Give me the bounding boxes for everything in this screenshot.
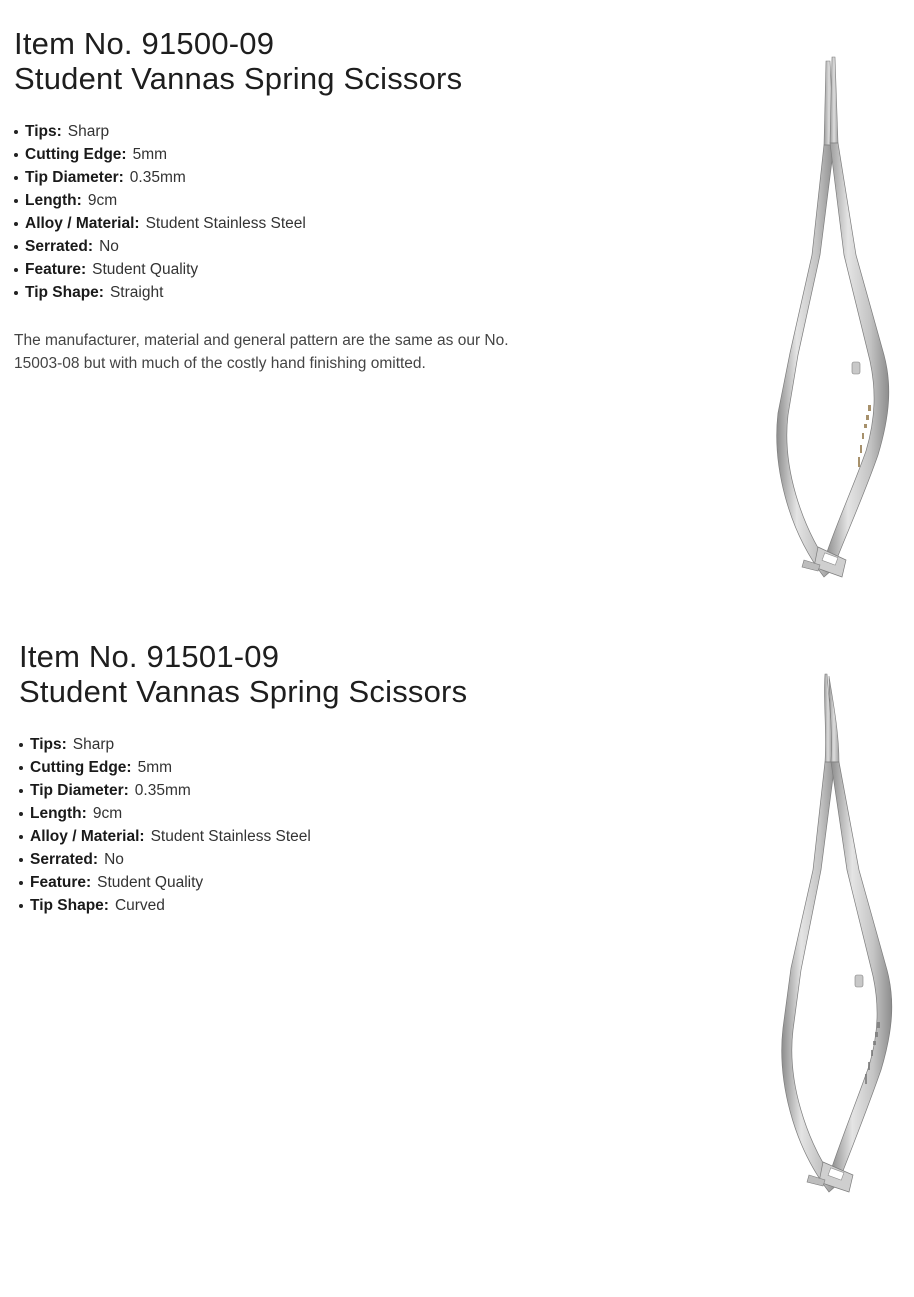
vannas-scissors-curved-image [765,670,905,1205]
spec-value: 9cm [87,192,118,209]
spec-value: Straight [109,284,164,301]
spec-key: Serrated: [30,851,99,868]
product-name: Student Vannas Spring Scissors [19,674,468,709]
spec-value: 5mm [137,759,173,776]
spec-value: Student Stainless Steel [150,828,311,845]
spec-item [19,802,311,825]
spec-value: Student Stainless Steel [145,215,306,232]
spec-item [19,848,311,871]
spec-value: 9cm [92,805,123,822]
spec-item [19,779,311,802]
spec-item [14,143,306,166]
product-card-91500-09 [0,0,914,612]
spec-value: 0.35mm [129,169,186,186]
spec-item [14,166,306,189]
spec-value: No [104,851,124,868]
spec-key: Tip Diameter: [25,169,124,186]
spec-item [19,871,311,894]
product-card-91501-09 [0,612,914,1272]
spec-value: No [99,238,119,255]
spec-value: 5mm [132,146,168,163]
spec-value: Student Quality [92,261,199,278]
spec-key: Tips: [30,736,67,753]
spec-item [19,825,311,848]
spec-value: Student Quality [97,874,204,891]
spec-key: Tip Diameter: [30,782,129,799]
spec-item [14,189,306,212]
spec-key: Tips: [25,123,62,140]
product-title [14,26,462,96]
spec-item [14,258,306,281]
spec-item [19,733,311,756]
spec-key: Feature: [25,261,87,278]
spec-key: Cutting Edge: [25,146,127,163]
spec-key: Tip Shape: [30,897,109,914]
item-number: Item No. 91500-09 [14,26,275,61]
spec-item [19,756,311,779]
spec-key: Alloy / Material: [25,215,140,232]
spec-item [14,235,306,258]
item-number: Item No. 91501-09 [19,639,280,674]
spec-item [14,281,306,304]
product-title [19,639,467,709]
spec-value: Curved [114,897,165,914]
spec-item [14,120,306,143]
spec-key: Length: [25,192,82,209]
spec-key: Length: [30,805,87,822]
spec-key: Alloy / Material: [30,828,145,845]
product-name: Student Vannas Spring Scissors [14,61,463,96]
spec-key: Feature: [30,874,92,891]
spec-key: Tip Shape: [25,284,104,301]
spec-value: Sharp [72,736,115,753]
spec-value: 0.35mm [134,782,191,799]
spec-item [14,212,306,235]
spec-list [19,733,311,917]
vannas-scissors-straight-image [760,55,900,590]
spec-key: Serrated: [25,238,94,255]
spec-list [14,120,306,304]
spec-key: Cutting Edge: [30,759,132,776]
spec-value: Sharp [67,123,110,140]
spec-item [19,894,311,917]
product-description: The manufacturer, material and general pattern are the same as our No. 15003-08 but with much of the costly hand finishing omitted. [14,332,509,372]
